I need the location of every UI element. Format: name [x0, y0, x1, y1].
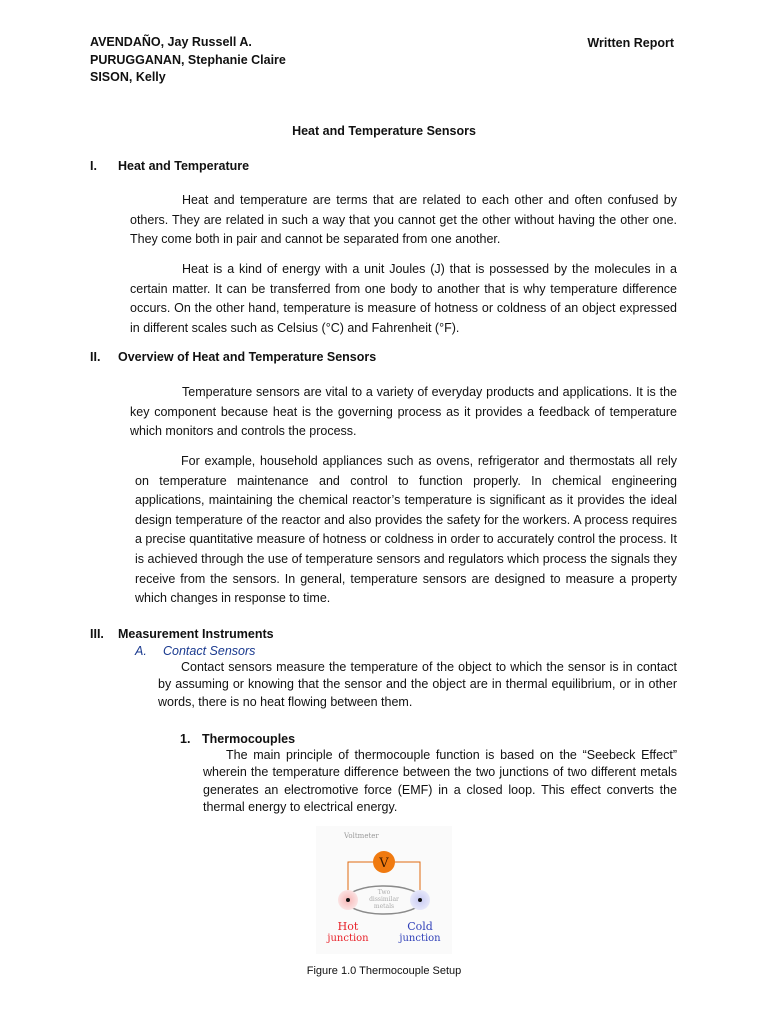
section-title: Overview of Heat and Temperature Sensors [118, 350, 377, 364]
section-number: III. [90, 627, 104, 641]
paragraph [135, 452, 677, 609]
subsection-title: Contact Sensors [163, 644, 256, 658]
cold-junction-label: junction [399, 933, 441, 944]
document-title: Heat and Temperature Sensors [292, 124, 476, 138]
item-title: Thermocouples [202, 732, 296, 746]
section-number: I. [90, 159, 97, 173]
paragraph-text: Heat and temperature are terms that are related to each other and often confused by others. They are related in such a way that you cannot get the other without having the other one. They come both in pair and cannot be separated from one another. [130, 193, 677, 247]
author-name: PURUGGANAN, Stephanie Claire [90, 52, 286, 67]
author-list [90, 34, 286, 87]
cold-junction-dot [418, 898, 422, 902]
paragraph-text: Contact sensors measure the temperature of the object to which the sensor is in contact by assuming or knowing that the sensor and the object are in thermal equilibrium, or in other words, there is no heat flowing between them. [158, 660, 677, 709]
cold-junction-label: Cold [407, 920, 433, 933]
paragraph [158, 659, 677, 711]
paragraph [130, 260, 677, 338]
section-heading [90, 157, 249, 177]
paragraph [130, 191, 677, 250]
report-type: Written Report [587, 36, 674, 50]
metals-label: Two [377, 889, 391, 896]
paragraph-text: Temperature sensors are vital to a variety of everyday products and applications. It is the key component because heat is the governing process as it provides a feedback of temperature which monitors and controls the process. [130, 385, 677, 439]
metals-label: metals [373, 903, 395, 910]
voltmeter-label: Voltmeter [344, 832, 379, 840]
paragraph [130, 383, 677, 442]
paragraph-text: The main principle of thermocouple function is based on the “Seebeck Effect” wherein the temperature difference between the two junctions of two different metals generates an electromotive force (EMF) in a closed loop. This effect converts the thermal energy to electrical energy. [203, 748, 677, 815]
voltmeter-symbol: V [379, 856, 389, 871]
paragraph-text: Heat is a kind of energy with a unit Joules (J) that is possessed by the molecules in a certain matter. It can be transferred from one body to another that is why temperature difference occurs. On the other hand, temperature is measure of hotness or coldness of an object expressed in different scales such as Celsius (°C) and Fahrenheit (°F). [130, 262, 677, 335]
hot-junction-dot [346, 898, 350, 902]
author-name: AVENDAÑO, Jay Russell A. [90, 35, 252, 49]
metals-label: dissimilar [369, 896, 399, 903]
section-heading [90, 348, 376, 368]
hot-junction-label: Hot [337, 920, 359, 933]
subsection-label: A. [135, 644, 147, 658]
thermocouple-figure [316, 826, 452, 954]
section-number: II. [90, 350, 101, 364]
item-number: 1. [180, 732, 191, 746]
author-name: SISON, Kelly [90, 70, 166, 84]
thermocouple-diagram [316, 826, 452, 954]
section-title: Measurement Instruments [118, 627, 274, 641]
figure-caption: Figure 1.0 Thermocouple Setup [306, 965, 462, 977]
paragraph [203, 747, 677, 817]
section-title: Heat and Temperature [118, 159, 250, 173]
paragraph-text: For example, household appliances such as ovens, refrigerator and thermostats all rely on temperature maintenance and control to function properly. In chemical engineering applications, maintaining the chemical reactor’s temperature is significant as it provides the ideal design temperature of the reactor and also provides the safety for the workers. A process requires a precise quantitative measure of hotness or coldness in order to accurately control the process. It is achieved through the use of temperature sensors and regulators which process the signals they receive from the sensors. In general, temperature sensors are designed to measure a property which changes in response to time. [135, 454, 677, 606]
hot-junction-label: junction [327, 933, 369, 944]
